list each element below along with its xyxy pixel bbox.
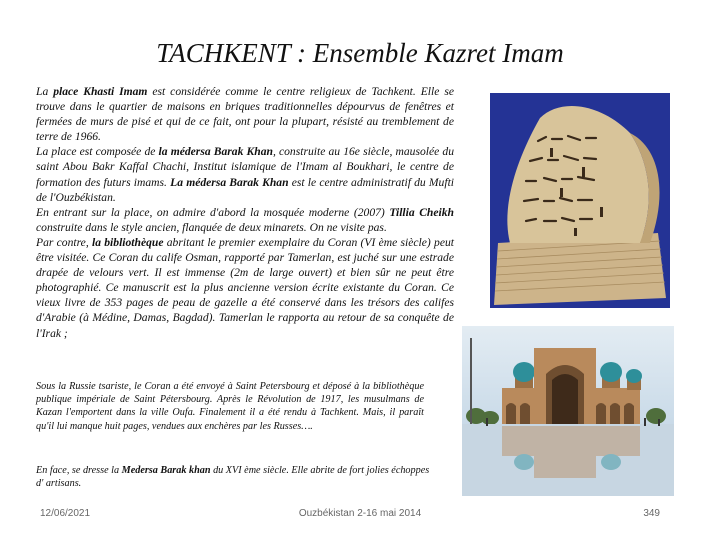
bold-run: Medersa Barak khan xyxy=(121,465,211,476)
footer-caption: Ouzbékistan 2-16 mai 2014 xyxy=(298,508,422,519)
text-run: En entrant sur la place, on admire d'abord la mosquée moderne (2007) xyxy=(36,205,390,219)
text-run: Par contre, xyxy=(36,235,92,249)
bold-run: la médersa Barak Khan xyxy=(158,145,273,159)
note-medersa xyxy=(36,464,436,490)
text-run: , construite au 16e siècle, mausolée du saint Abou Bakr Kaffal Chachi, Institut islamique de l'Imam al Boukhari, le centre de formation des futurs imams. xyxy=(36,145,455,189)
note-russia: Sous la Russie tsariste, le Coran a été envoyé à Saint Petersbourg et déposé à la bibliothèque publique impériale de Saint Pétersbourg. Après le Révolution de 1917, les musulmans de Kazan l'emportent dans la ville Oufa. Finalement il a été rendu à Tachkent. Mais, il paraît qu'il lui manque huit pages, vendues aux enchères par les Russes…. xyxy=(36,381,424,432)
text-run: est considérée comme le centre religieux de Tachkent. Elle se trouve dans le quartier de maisons en briques traditionnelles dépourvus de fenêtres et fermées de murs de pisé et qui de ce fait, ont pour la plupart, résisté au tremblement de terre de 1966. xyxy=(36,85,454,144)
text-run: abritant le premier exemplaire du Coran (VI ème siècle) peut être visitée. Ce Coran du calife Osman, rapporté par Tamerlan, est juché sur une estrade drapée de velours vert. Il est immense (2m de large ouvert) et bien sûr ne peut être photographié. Ce manuscrit est la plus ancienne version écrite existante du Coran. Ce vieux livre de 353 pages de peau de gazelle a été conservé dans les trésors des califes d'Arabie (à Médine, Damas, Bagdad). Tamerlan le rapporta au retour de sa conquête de l'Irak ; xyxy=(36,235,454,340)
text-run: La xyxy=(36,85,54,98)
page-number: 349 xyxy=(643,508,660,519)
bold-run: Tillia Cheikh xyxy=(389,205,454,219)
lamp-post xyxy=(470,338,472,424)
text-run: En face, se dresse la xyxy=(36,465,122,476)
main-text xyxy=(36,84,454,341)
dome-far-right xyxy=(626,369,642,383)
paragraph-composition xyxy=(36,144,454,204)
text-run: du XVI ème siècle. Elle abrite de fort jolies échoppes d' artisans. xyxy=(36,465,430,490)
text-run: construite dans le style ancien, flanquée de deux minarets. On ne visite pas. xyxy=(36,220,387,234)
footer-date: 12/06/2021 xyxy=(40,508,91,519)
dome-right xyxy=(600,362,622,382)
paragraph-library xyxy=(36,235,454,341)
slide-title: TACHKENT : Ensemble Kazret Imam xyxy=(156,38,564,68)
paragraph-place xyxy=(36,84,454,144)
dome-left xyxy=(513,362,535,382)
paragraph-mosque xyxy=(36,205,454,235)
text-run: est le centre administratif du Mufti de l'Ouzbékistan. xyxy=(36,175,455,204)
bold-run: La médersa Barak Khan xyxy=(170,175,289,189)
page-stack xyxy=(494,233,666,305)
bold-run: la bibliothèque xyxy=(91,235,164,249)
medersa-barak-khan-photo xyxy=(462,326,674,496)
koran-manuscript-photo xyxy=(490,93,670,308)
bold-run: place Khasti Imam xyxy=(53,85,148,98)
text-run: La place est composée de xyxy=(36,145,159,159)
